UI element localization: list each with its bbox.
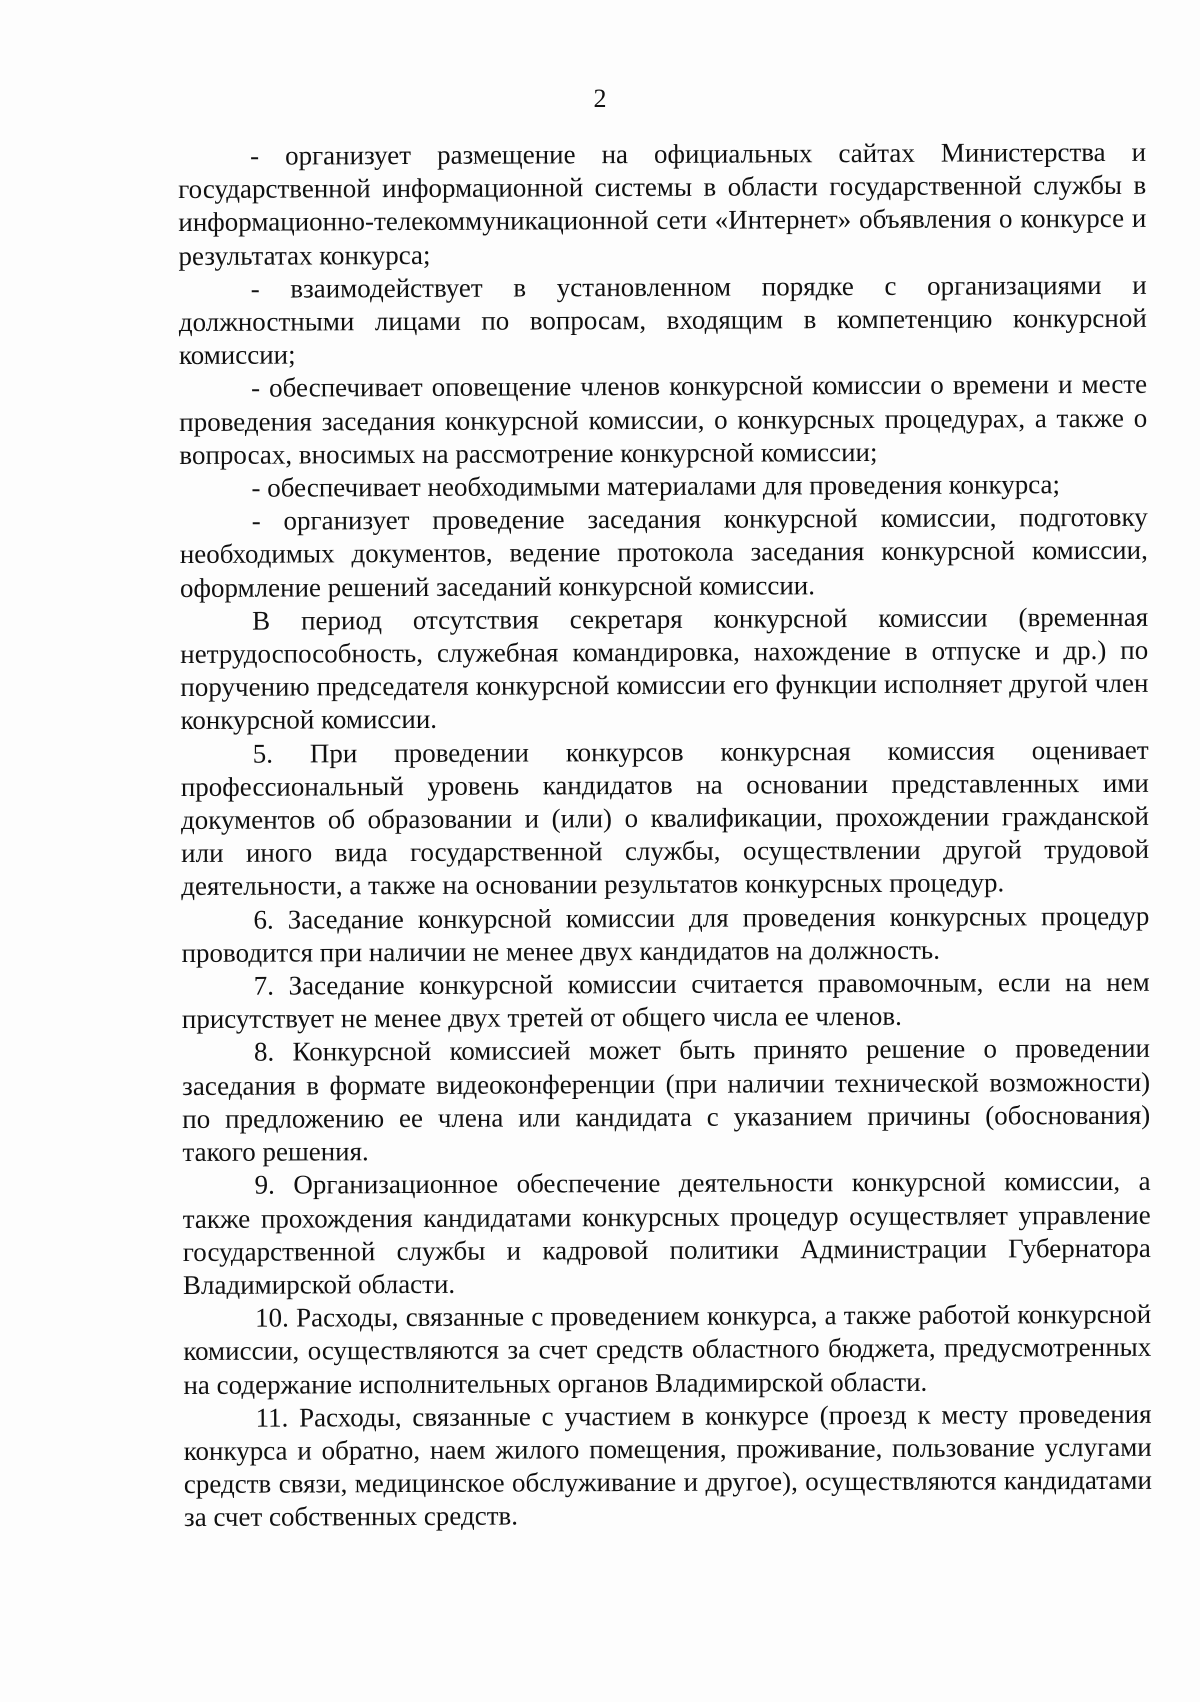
paragraph-item-8: 8. Конкурсной комиссией может быть принято решение о проведении заседания в формате видеоконференции (при наличии технической возможности) по предложению ее члена или кандидата с указанием причины (обоснования) такого решения.: [182, 1033, 1151, 1168]
document-body: [178, 136, 1152, 1535]
paragraph-secretary-organizes-meeting: - организует проведение заседания конкурсной комиссии, подготовку необходимых документов, ведение протокола заседания конкурсной комиссии, оформление решений заседаний конкурсной комиссии.: [179, 502, 1148, 603]
paragraph-secretary-interacts: - взаимодействует в установленном порядке с организациями и должностными лицами по вопросам, входящим в компетенцию конкурсной комиссии;: [178, 269, 1147, 371]
paragraph-item-9: 9. Организационное обеспечение деятельности конкурсной комиссии, а также прохождения кандидатами конкурсных процедур осуществляет управление государственной службы и кадровой политики Администрации Губернатора Владимирской области.: [182, 1166, 1151, 1300]
page-number: 2: [593, 84, 607, 113]
paragraph-secretary-provides-materials: - обеспечивает необходимыми материалами для проведения конкурса;: [251, 469, 1061, 503]
paragraph-item-5: 5. При проведении конкурсов конкурсная комиссия оценивает профессиональный уровень кандидатов на основании представленных ими документов об образовании и (или) о квалификации, прохождении гражданской или иного вида государственной службы, осуществлении другой трудовой деятельности, а также на основании результатов конкурсных процедур.: [180, 734, 1150, 902]
paragraph-item-6: 6. Заседание конкурсной комиссии для проведения конкурсных процедур проводится при наличии не менее двух кандидатов на должность.: [181, 900, 1150, 968]
paragraph-item-10: 10. Расходы, связанные с проведением конкурса, а также работой конкурсной комиссии, осуществляются за счет средств областного бюджета, предусмотренных на содержание исполнительных органов Владимирской области.: [183, 1298, 1152, 1400]
paragraph-secretary-publishes-announcements: - организует размещение на официальных сайтах Министерства и государственной информационной системы в области государственной службы в информационно-телекоммуникационной сети «Интернет» объявления о конкурсе и результатах конкурса;: [178, 136, 1147, 271]
paragraph-item-7: 7. Заседание конкурсной комиссии считается правомочным, если на нем присутствует не менее двух третей от общего числа ее членов.: [181, 966, 1150, 1035]
paragraph-item-11: 11. Расходы, связанные с участием в конкурсе (проезд к месту проведения конкурса и обратно, наем жилого помещения, проживание, пользование услугами средств связи, медицинское обслуживание и другое), осуществляются кандидатами за счет собственных средств.: [183, 1398, 1152, 1533]
paragraph-secretary-absence: В период отсутствия секретаря конкурсной комиссии (временная нетрудоспособность, служебная командировка, нахождение в отпуске и др.) по поручению председателя конкурсной комиссии его функции исполняет другой член конкурсной комиссии.: [180, 601, 1149, 736]
paragraph-secretary-notifies-members: - обеспечивает оповещение членов конкурсной комиссии о времени и месте проведения заседания конкурсной комиссии, о конкурсных процедурах, а также о вопросах, вносимых на рассмотрение конкурсной комиссии;: [179, 369, 1148, 470]
